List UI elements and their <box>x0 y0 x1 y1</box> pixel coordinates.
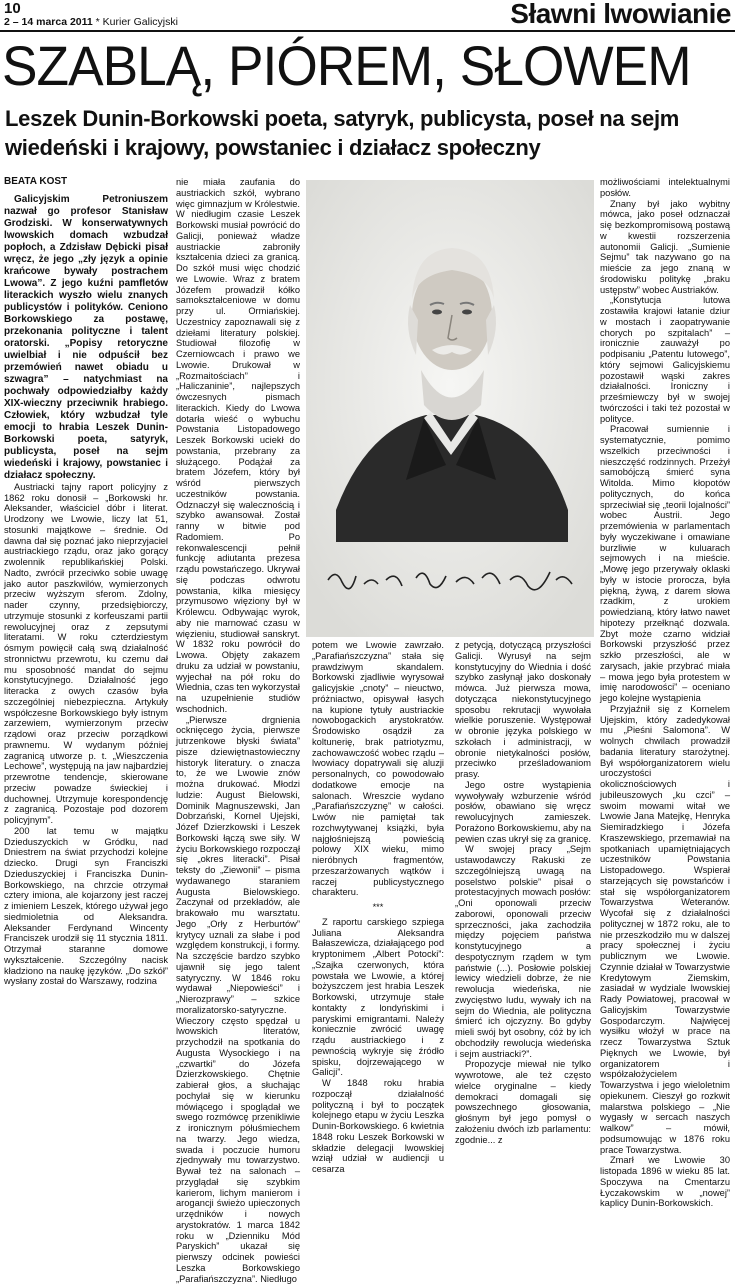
header-rule <box>0 30 735 32</box>
paragraph: 200 lat temu w majątku Dzieduszyckich w Gródku, nad Dniestrem na świat przychodzi kolejne dziecko. Drugi syn Franciszki Dzieduszyckiej i Franciszka Dunin-Borkowskiego, na chrzcie otrzymał cztery imiona, ale kojarzony jest raczej z imieniem Leszek, którego używał jego siedmioletnia od Aleksandra. Aleksander Ferdynand Wincenty Franciszek urodził się 11 stycznia 1811. Otrzymał staranne domowe wykształcenie. Szczególny nacisk kładziono na naukę języków. „Do szkół” wysłany został do Warszawy, rodzina <box>4 826 168 987</box>
paragraph: z petycją, dotyczącą przyszłości Galicji. Wyrusył na sejm konstytucyjny do Wiednia i dość szybko zasłynął jako doskonały mówca. Już pierwsza mowa, dotycząca niekonstytucyjnego sposobu rekrutacji wywołała wielkie poruszenie. Występował w obronie języka polskiego w szkołach i administracji, w obronie nietykalności posłów, przeciwko prześladowaniom prasy. <box>455 640 591 780</box>
paragraph: potem we Lwowie zawrzało. „Parafiańszczyzna” stała się prawdziwym skandalem. Borkowski zjadliwie wyrysował galicyjskie „cnoty” – nieuctwo, próżniactwo, opisywał łasych na kupione tytuły austriackie nowobogackich arystokratów. Środowisko osądził za koltunerię, brak patriotyzmu, zachowawczość wobec rządu – lwowiacy dopatrywali się aluzji personalnych, co powodowało dodatkowe emocje na salonach. Wreszcie wydano „Parafiańszczyznę” w całości. Lwów nie pamiętał tak rozchwytywanej książki, była najgłośniejszą powieścią polowy XIX wieku, mimo nieróbnych fragmentów, przeszarżowanych wątków i raczej publicystycznego charakteru. <box>312 640 444 898</box>
paragraph: Austriacki tajny raport policyjny z 1862 roku donosił – „Borkowski hr. Aleksander, właściciel dóbr i literat. Urodzony we Lwowie, liczy lat 51, stosunki majątkowe – średnie. Od dawna dał się poznać jako nieprzyjaciel austriackiego rządu, oraz jako gorący zwolennik republikańskiej Polski. Nadto, zwrócił przeciwko sobie uwagę jako autor paszkwilów, wymierzonych przeciw wyższym sferom. Zdolny, nader czynny, przedsiębiorczy, utrzymuje stosunki z korfeuszami partii rewolucyjnej oraz z zepsutymi literatami. W roku czterdziestym ósmym powięcił całą swą działalność stronnictwu przewrotu, ku czemu dał mu sposobność mandat do sejmu konstytucyjnego. Działalność jego literacka z owych czasów była szczególniej niebezpieczna. Artykuły współczesne Borkowskiego były istnym zarzewiem, wymierzonym przeciw rządowi oraz przeciw porządkowi prawnemu. W wydanym później zagranicą utworze p. t. „Wieszczenia Lechowe”, występują na jaw najbardziej przewrotne tendencje, skierowane przeciw powadze świeckiej i duchownej. Utrzymuje korespondencję z zagranicą. Pozostaje pod dozorem policyjnym”. <box>4 482 168 826</box>
page-number: 10 <box>4 0 21 17</box>
paragraph: Z raportu carskiego szpiega Juliana Aleksandra Bałaszewicza, działającego pod kryptonimem „Albert Potocki”: „Szajka czerwonych, która powstała we Lwowie, a której bożyszczem jest hrabia Leszek Borkowski, utrzymuje stałe kontakty z londyńskimi i paryskimi emigrantami. Należy koniecznie zwrócić uwagę rządu austriackiego i z pewnością wykryje się źródło spisku, dojrzewającego w Galicji”. <box>312 917 444 1078</box>
dateline <box>4 16 178 28</box>
portrait-photo <box>306 180 594 637</box>
paragraph: Propozycje miewał nie tylko wywrotowe, ale też często wielce oryginalne – kiedy demokraci domagali się powszechnego głosowania, głośnym był jego pomysł o założeniu dwóch izb parlamentu: zgodnie... z <box>455 1059 591 1145</box>
column-3 <box>312 640 444 1097</box>
subheadline: Leszek Dunin-Borkowski poeta, satyryk, publicysta, poseł na sejm wiedeński i krajowy, powstaniec i działacz społeczny <box>5 104 733 162</box>
portrait-image <box>306 180 594 637</box>
paragraph: „Pierwsze drgnienia ocknięcego życia, pierwsze jutrzenkowe błyski świata” pisze dziewiętnastowieczny historyk literatury. o znacza to, że we Lwowie znów można drukować. Młodzi ludzie: August Bielowski, Dominik Magnuszewski, Jan Dobrzański, Kornel Ujejski, Józef Dzierzkowski i Leszek Borkowski łączą swe siły. W życiu Borkowskiego rozpoczął się „okres literacki”. Pisał teksty do „Ziewonii” – pisma wydawanego staraniem Augusta Bielowskiego. Zaczynał od przekładów, ale brakowało mu warsztatu. Jego „Orły z Herburtów” krytycy uznali za słabe i pod względem konstrukcji, i formy. Na szczęście bardzo szybko ujawnił się jego talent satyryczny. W 1846 roku wydawał „Niepowieści” i „Nierozprawy” – szkice moralizatorsko-satyryczne. Wieczory często spędzał u lwowskich literatów, przychodził na spotkania do Augusta Wysockiego i na „czwartki” do Józefa Dzierzkowskiego. Chętnie zabierał głos, a słuchając pochylał się w kierunku mówiącego i spoglądał we swego rozmówcę przenikliwie z ironicznym półuśmiechem na twarzy. Jego wiedza, swada i poczucie humoru zjednywały mu towarzystwo. Bywał też na salonach – przyglądał się szybkim karierom, lichym manierom i arogancji świeżo upieczonych urzędników i nowych arystokratów. 1 marca 1842 roku w „Dzienniku Mód Paryskich” ukazał się pierwszy odcinek powieści Leszka Borkowskiego „Parafiańszczyzna”. Niedługo <box>176 715 300 1284</box>
lead-paragraph: Galicyjskim Petroniuszem nazwał go profesor Stanisław Grodziski. W konserwatywnych lwowskich domach wzbudzał popłoch, a Zdzisław Dębicki pisał wręcz, że jego „zły język a opinie krańcowe bywały postrachem Lwowa”. Z jego kuźni pamfletów literackich wyszło wielu znanych publicystów i polityków. Ceniono Borkowskiego za postawę, przekonania polityczne i talent oratorski. „Popisy retoryczne uwielbiał i nie odpuścił bez przemówień nawet obiadu u szwagra” – natychmiast na pochwały odpowiedziałby każdy XIX-wieczny przeciwnik hrabiego. Człowiek, który wzbudzał tyle emocji to hrabia Leszek Dunin-Borkowski poeta, satyryk, publicysta, poseł na sejm wiedeński i krajowy, powstaniec i działacz społeczny. <box>4 194 168 482</box>
paragraph: nie miała zaufania do austriackich szkół, wybrano więc gimnazjum w Królestwie. W niedługim czasie Leszek Borkowski musiał powrócić do Galicji, ponieważ władze austriackie zabroniły kształcenia dzieci za granicą. Do szkół musi więc chodzić we Lwowie. Wraz z bratem Józefem prowadził kółko samokształceniowe w domu przy ul. Ormiańskiej. Uczestnicy zapoznawali się z dziełami literatury polskiej. Studiował filozofię w Czerniowcach i prawo we Lwowie. Drukował w „Rozmaitościach” i „Haliczaninie”, najlepszych ówczesnych pismach literackich. Kiedy do Lwowa dotarła wieść o wybuchu Powstania Listopadowego Leszek Borkowski uciekł do powstania, przebrany za służącego. Podążał za bratem Józefem, który był wśród pierwszych uczestników powstania. Odznaczył się walecznością i szybko awansował. Został ranny w bitwie pod Radomiem. Po rekonwalescencji pełnił funkcję adiutanta prezesa rządu powstańczego. Ukrywał się podczas odwrotu powstania, kilka miesięcy przymusowo więziony był w Królewcu. Odbywając wyrok, aby nie marnować czasu w więzieniu, studiował sanskryt. W 1832 roku powrócił do Lwowa. Objęty zakazem druku za udział w powstaniu, wyjechał na pół roku do Wiednia, czas ten wykorzystał na uzupełnienie studiów wschodnich. <box>176 177 300 715</box>
column-1 <box>4 177 168 1097</box>
paragraph: Jego ostre wystąpienia wywoływały wzburzenie wśród posłów, obawiano się wręcz rewolucyjnych zamieszek. Porażono Borkowskiemu, aby na pewien czas ukrył się za granicę. <box>455 780 591 845</box>
paper-name: * Kurier Galicyjski <box>96 16 178 28</box>
paragraph: W 1848 roku hrabia rozpoczął działalność polityczną i był to początek kolejnego etapu w życiu Leszka Dunin-Borkowskiego. 6 kwietnia 1848 roku Leszek Borkowski w składzie delegacji lwowskiej wziął udział w audiencji u cesarza <box>312 1078 444 1175</box>
section-title: Sławni lwowianie <box>510 0 731 30</box>
paragraph: Znany był jako wybitny mówca, jako poseł odznaczał się bezkompromisową postawą w kwestii rozszerzenia autonomii Galicji. „Sumienie Sejmu” tak nazywano go na mieście za jego znaną w środowisku politykę „braku ustępstw” wobec Austriaków. <box>600 199 730 296</box>
author: BEATA KOST <box>4 177 168 188</box>
column-5 <box>600 177 730 1097</box>
column-2 <box>176 177 300 1097</box>
paragraph: „Konstytucja lutowa zostawiła krajowi łatanie dziur w mostach i zaopatrywanie chorych po szpitalach” – ironicznie zauważył po podpisaniu „Patentu lutowego”, który sejmowi Galicyjskiemu pozostawił wąski zakres działalności. Ironiczny i prześmiewczy był w swojej twórczości i taki też pozostał w polityce. <box>600 295 730 424</box>
paragraph: możliwościami intelektualnymi posłów. <box>600 177 730 199</box>
paragraph: W swojej pracy „Sejm ustawodawczy Rakuski ze szczególniejszą uwagą na poselstwo polskie” pisał o protestacyjnych mowach posłów: „Oni oponowali przeciw zaborowi, oponowali przeciw sprzeczności, jaka zachodziła między pojęciem państwa konstytucyjnego a despotycznym rządem w tym państwie (...). Posłowie polskiej lewicy wiedzieli dobrze, że nie rewolucja wiedeńska, nie zwycięstwo ludu, wywały ich na sejm do Wiednia, ale polityczna śmierć ich ojczyzny. Bo gdyby mieli swój byt osobny, cóż by ich obchodziły rewolucja wiedeńska i sejm austriacki?”. <box>455 844 591 1059</box>
paragraph: Przyjaźnił się z Kornelem Ujejskim, który zadedykował mu „Pieśni Salomona”. W wolnych chwilach prowadził badania literatury starożytnej. Był współorganizatorem wielu uroczystości okolicznościowych i jubileuszowych „ku czci” – swoim mowami witał we Lwowie Jana Matejkę, Henryka Siemiradzkiego i Józefa Kraszewskiego, przemawiał na spotkaniach upamiętniających uczestników Powstania Listopadowego. Wspierał starzejących się powstańców i stał się współorganizatorem Towarzystwa Weteranów. Wycofał się z działalności politycznej w 1872 roku, ale to nie przeszkodziło mu w dalszej pracy społecznej i życiu publicznym we Lwowie. Czynnie działał w Towarzystwie Kredytowym Ziemskim, zasiadał w wydziale lwowskiej Rady Powiatowej, pracował w Galicyjskim Towarzystwie Gospodarczym. Najwięcej wysiłku włożył w prace na rzecz Towarzystwa Sztuk Pięknych we Lwowie, był organizatorem i współzałożycielem Towarzystwa i jego wieloletnim opiekunem. Cieszył go rozkwit malarstwa polskiego – „Nie wygasły w sercach naszych walkow” – mówił, podsumowując w 1876 roku prace Towarzystwa. <box>600 704 730 1156</box>
issue-date: 2 – 14 marca 2011 <box>4 16 93 28</box>
paragraph: Zmarł we Lwowie 30 listopada 1896 w wieku 85 lat. Spoczywa na Cmentarzu Łyczakowskim w „nowej” kaplicy Dunin-Borkowskich. <box>600 1155 730 1209</box>
section-break: *** <box>312 902 444 913</box>
headline: SZABLĄ, PIÓREM, SŁOWEM <box>2 36 691 96</box>
page-header <box>0 0 735 30</box>
column-4 <box>455 640 591 1097</box>
paragraph: Pracował sumiennie i systematycznie, pomimo wszelkich przeciwności i nieszczęść rodzinnych. Przeżył samobójczą śmierć syna Witolda. Mimo kłopotów politycznych, do końca sprzeciwiał się „teorii lojalności” wobec Austrii. Jego przemówienia w parlamentach były wyczekiwane i omawiane burzliwie w kuluarach sejmowych i na mieście. „Mowę jego przerywały oklaski były w istocie prorocza, była piękną, żywą, z darem słowa rzadkim, z urokiem powiedzianą, który łatwo nawet hipotezy przełknąć dozwala. Zbyt może czarno widział Borkowski przyszłość przez szkło przeszłości, ale w zarysach, jakie przybrać miała – mowa jego była protestem w imię narodowości” – oceniano jego kolejne wystąpienia <box>600 424 730 704</box>
